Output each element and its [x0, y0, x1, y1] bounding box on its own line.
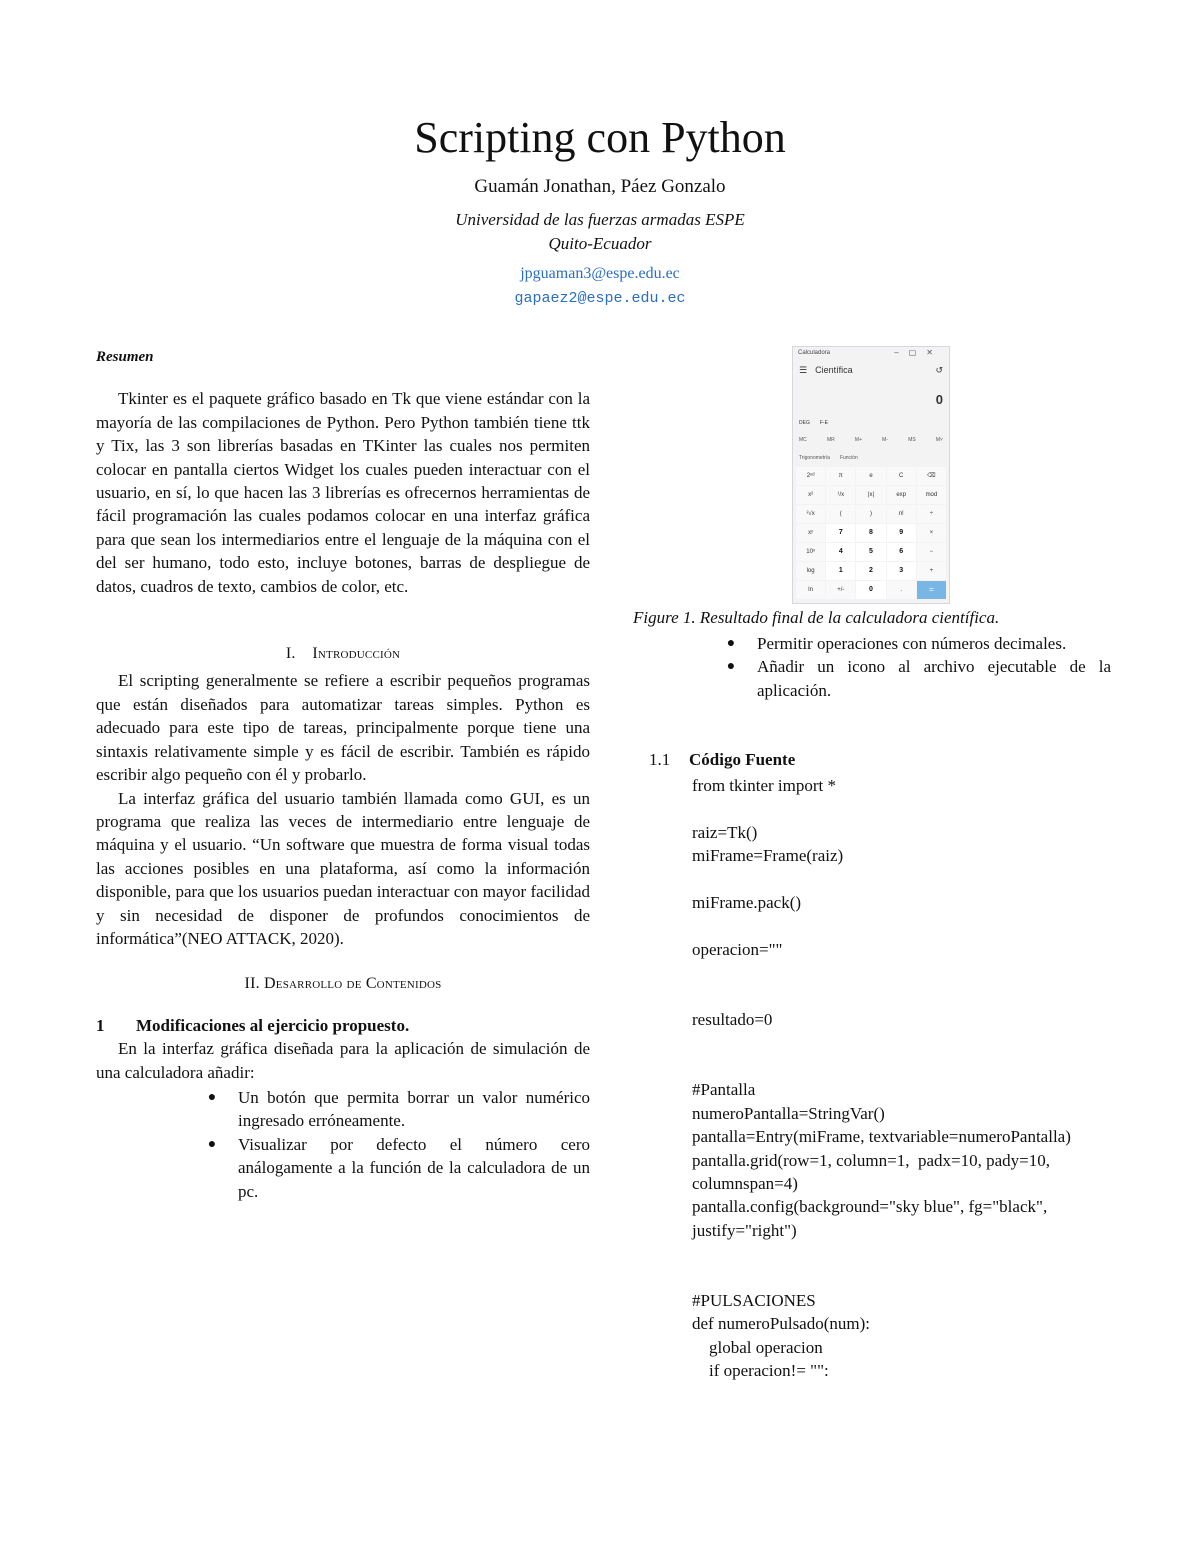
- list-item: ● Permitir operaciones con números decimales.: [721, 632, 1111, 655]
- list-item: ● Añadir un icono al archivo ejecutable de la aplicación.: [721, 655, 1111, 702]
- calc-key: x²: [796, 486, 825, 504]
- calc-key: 8: [856, 524, 885, 542]
- paper-authors: Guamán Jonathan, Páez Gonzalo: [474, 176, 726, 197]
- calc-key: 7: [826, 524, 855, 542]
- right-bullets: [721, 632, 1111, 702]
- calc-key: mod: [917, 486, 946, 504]
- location: Quito-Ecuador: [548, 234, 652, 253]
- email-link-1[interactable]: jpguaman3@espe.edu.ec: [520, 265, 680, 282]
- calc-key: exp: [887, 486, 916, 504]
- left-column: [96, 346, 590, 1203]
- calc-function-row: Trigonometría Función: [799, 455, 858, 461]
- calc-display: 0: [935, 392, 943, 407]
- list-item: ● Visualizar por defecto el número cero análogamente a la función de la calculadora de un pc.: [202, 1133, 590, 1203]
- calc-key: |x|: [856, 486, 885, 504]
- list-item: ● Un botón que permita borrar un valor numérico ingresado erróneamente.: [202, 1086, 590, 1133]
- calc-key: xʸ: [796, 524, 825, 542]
- calc-key: C: [887, 467, 916, 485]
- calc-key: 9: [887, 524, 916, 542]
- calc-keypad: [796, 467, 946, 599]
- calc-key: 0: [856, 581, 885, 599]
- calc-key: (: [826, 505, 855, 523]
- calc-angle-row: DEG F-E: [799, 420, 828, 426]
- calc-key: ⌫: [917, 467, 946, 485]
- calc-key: ln: [796, 581, 825, 599]
- calc-key: log: [796, 562, 825, 580]
- calc-key: 5: [856, 543, 885, 561]
- calc-key: π: [826, 467, 855, 485]
- calc-key: +: [917, 562, 946, 580]
- figure-caption: Figure 1. Resultado final de la calculadora científica.: [633, 608, 1000, 627]
- email-link-2[interactable]: gapaez2@espe.edu.ec: [514, 290, 686, 307]
- calc-key: .: [887, 581, 916, 599]
- bullet-icon: ●: [207, 1136, 217, 1152]
- intro-paragraph-2: La interfaz gráfica del usuario también llamada como GUI, es un programa que realiza las veces de intermediario entre lenguaje de máquina y el usuario. “Un software que muestra de forma visual todas las acciones posibles en una plataforma, así como la información disponible, para que los usuarios puedan interactuar con mayor facilidad y sin necesidad de disponer de profundos conocimientos de informática”(NEO ATTACK, 2020).: [96, 788, 590, 948]
- calc-key: ): [856, 505, 885, 523]
- subsection-1-bullets: [202, 1086, 590, 1203]
- section-heading-intro: I. Introducción: [285, 645, 401, 663]
- calc-key: 4: [826, 543, 855, 561]
- subsection-1-paragraph: En la interfaz gráfica diseñada para la aplicación de simulación de una calculadora añadir:: [96, 1039, 590, 1082]
- calc-key: 2ⁿᵈ: [796, 467, 825, 485]
- calc-key: ÷: [917, 505, 946, 523]
- history-icon: ↺: [935, 365, 943, 375]
- calc-key: 2: [856, 562, 885, 580]
- hamburger-menu-icon: ☰: [799, 365, 808, 375]
- paper-title: Scripting con Python: [414, 113, 786, 162]
- calc-window-title: Calculadora: [798, 350, 831, 356]
- calc-key: ¹/x: [826, 486, 855, 504]
- calc-key: n!: [887, 505, 916, 523]
- subsection-heading-1: 1 Modificaciones al ejercicio propuesto.: [96, 1015, 410, 1035]
- calc-key: 6: [887, 543, 916, 561]
- calc-mode: ☰ Científica: [799, 365, 853, 375]
- calc-key: +/-: [826, 581, 855, 599]
- calc-window-controls: –▢✕: [894, 348, 943, 357]
- source-code: from tkinter import * raiz=Tk() miFrame=Frame(raiz) miFrame.pack() operacion="" resultado=0 #Pantalla numeroPantalla=StringVar() pantalla=Entry(miFrame, textvariable=numeroPantalla) pantalla.grid(row=1, column=1, padx=10, pady=10, columnspan=4) pantalla.config(background="sky blue", fg="black", justify="right") #PULSACIONES def numeroPulsado(num): global operacion if operacion!= "":: [692, 776, 1071, 1381]
- calc-key: ²√x: [796, 505, 825, 523]
- right-column: [633, 632, 1111, 772]
- abstract-text: Tkinter es el paquete gráfico basado en Tk que viene estándar con la mayoría de las compilaciones de Python. Pero Python también tiene ttk y Tix, las 3 son librerías basadas en TKinter las cuales nos permiten colocar en pantalla ciertos Widget los cuales pueden interactuar con el usuario, en sí, lo que hacen las 3 librerías es ofrecernos herramientas de fácil programación las cuales podamos colocar en una interfaz gráfica para que sean los intermediarios entre el lenguaje de la máquina con el del ser humano, todo esto, incluye botones, barras de despliegue de datos, cuadros de texto, cambios de color, etc.: [96, 389, 590, 596]
- abstract-heading: Resumen: [96, 349, 154, 365]
- section-heading-development: II. Desarrollo de Contenidos: [244, 975, 442, 993]
- figure-calculator-screenshot: [792, 346, 950, 604]
- affiliation: Universidad de las fuerzas armadas ESPE: [455, 210, 745, 229]
- calc-key: 3: [887, 562, 916, 580]
- calc-key: e: [856, 467, 885, 485]
- calc-key: 10ˣ: [796, 543, 825, 561]
- calc-key: 1: [826, 562, 855, 580]
- bullet-icon: ●: [726, 659, 736, 675]
- subsection-heading-1-1: 1.1 Código Fuente: [649, 750, 796, 770]
- bullet-icon: ●: [207, 1089, 217, 1105]
- calc-key: =: [917, 581, 946, 599]
- bullet-icon: ●: [726, 636, 736, 651]
- calc-key: −: [917, 543, 946, 561]
- calc-memory-row: MC MR M+ M- MS M˅: [799, 437, 943, 443]
- intro-paragraph-1: El scripting generalmente se refiere a escribir pequeños programas que están diseñados para automatizar tareas simples. Python es adecuado para este tipo de tareas, principalmente porque tiene una sintaxis relativamente simple y es fácil de escribir. También es rápido escribir algo pequeño con él y probarlo.: [96, 671, 590, 785]
- calc-key: ×: [917, 524, 946, 542]
